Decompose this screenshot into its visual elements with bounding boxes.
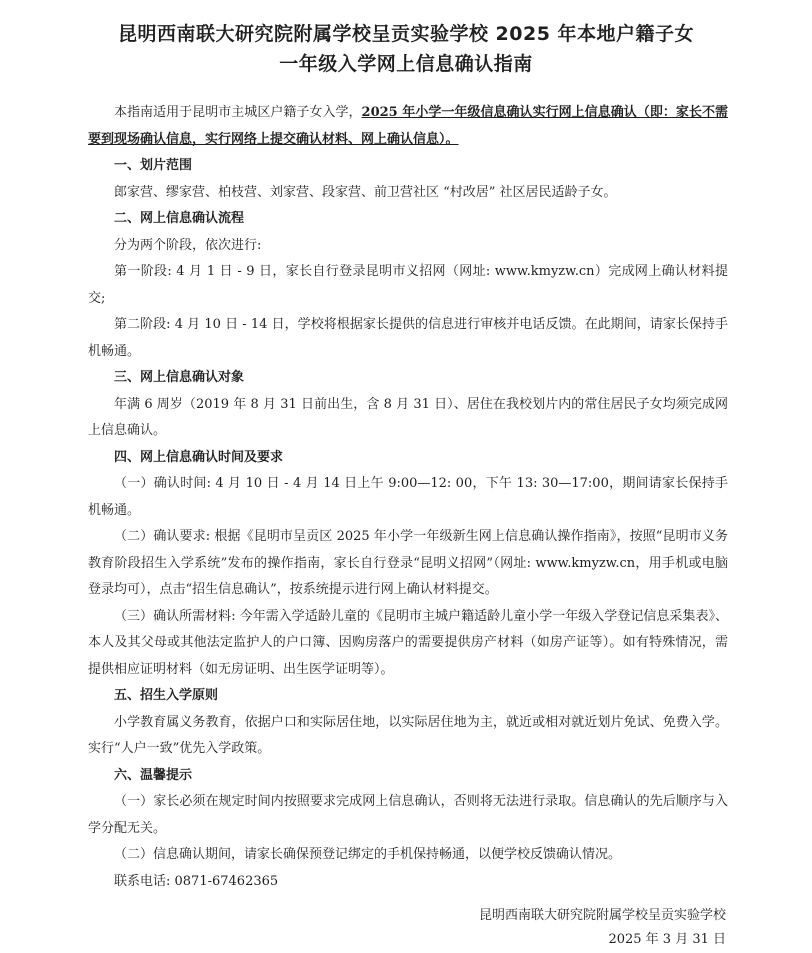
section-paragraph: （一）确认时间: 4 月 10 日 - 4 月 14 日上午 9:00—12: 00，下午 13: 30—17:00，期间请家长保持手机畅通。	[88, 476, 728, 518]
document-title-line2: 一年级入学网上信息确认指南	[279, 53, 533, 75]
section-heading-scope: 一、划片范围	[114, 158, 193, 173]
section-heading-eligibility: 三、网上信息确认对象	[114, 370, 245, 385]
section-heading-time-requirements: 四、网上信息确认时间及要求	[114, 449, 284, 465]
section-heading-process: 二、网上信息确认流程	[114, 211, 245, 226]
section-paragraph: 年满 6 周岁（2019 年 8 月 31 日前出生，含 8 月 31 日）、居住在我校划片内的常住居民子女均须完成网上信息确认。	[88, 396, 728, 438]
section-paragraph: 分为两个阶段，依次进行:	[114, 237, 262, 253]
section-paragraph: （二）信息确认期间，请家长确保预登记绑定的手机保持畅通，以便学校反馈确认情况。	[114, 847, 622, 862]
intro-paragraph	[88, 100, 728, 153]
section-paragraph: （一）家长必须在规定时间内按照要求完成网上信息确认，否则将无法进行录取。信息确认的先后顺序与入学分配无关。	[88, 794, 728, 836]
section-paragraph: （二）确认要求: 根据《昆明市呈贡区 2025 年小学一年级新生网上信息确认操作指南》，按照“昆明市义务教育阶段招生入学系统”发布的操作指南，家长自行登录“昆明义招网”（网址: www.kmyzw.cn，用手机或电脑登录均可），点击“招生信息确认”，按系统提示进行网上确认材料提交。	[88, 529, 728, 597]
section-paragraph: 第一阶段: 4 月 1 日 - 9 日，家长自行登录昆明市义招网（网址: www.kmyzw.cn）完成网上确认材料提交;	[88, 264, 728, 306]
section-heading-principles: 五、招生入学原则	[114, 688, 219, 703]
section-paragraph: 郎家营、缪家营、柏枝营、刘家营、段家营、前卫营社区 “村改居” 社区居民适龄子女。	[114, 184, 617, 200]
document-title-line1: 昆明西南联大研究院附属学校呈贡实验学校 2025 年本地户籍子女	[117, 23, 695, 45]
contact-phone: 联系电话: 0871-67462365	[114, 873, 279, 889]
signature-organization: 昆明西南联大研究院附属学校呈贡实验学校	[478, 908, 726, 923]
section-paragraph: （三）确认所需材料: 今年需入学适龄儿童的《昆明市主城户籍适龄儿童小学一年级入学登记信息采集表》、本人及其父母或其他法定监护人的户口簿、因购房落户的需要提供房产材料（如房产证等）。如有特殊情况，需提供相应证明材料（如无房证明、出生医学证明等）。	[88, 608, 728, 677]
signature-date: 2025 年 3 月 31 日	[608, 932, 726, 947]
intro-plain-text: 本指南适用于昆明市主城区户籍子女入学，	[114, 105, 362, 120]
intro-emphasis-text: 2025 年小学一年级信息确认实行网上信息确认（即：家长不需要到现场确认信息，实行网络上提交确认材料、网上确认信息）。	[88, 105, 728, 147]
section-paragraph: 小学教育属义务教育，依据户口和实际居住地，以实际居住地为主，就近或相对就近划片免试、免费入学。实行“人户一致”优先入学政策。	[88, 714, 728, 756]
document-body	[88, 100, 728, 895]
section-heading-tips: 六、温馨提示	[114, 767, 193, 783]
section-paragraph: 第二阶段: 4 月 10 日 - 14 日，学校将根据家长提供的信息进行审核并电话反馈。在此期间，请家长保持手机畅通。	[88, 317, 728, 359]
